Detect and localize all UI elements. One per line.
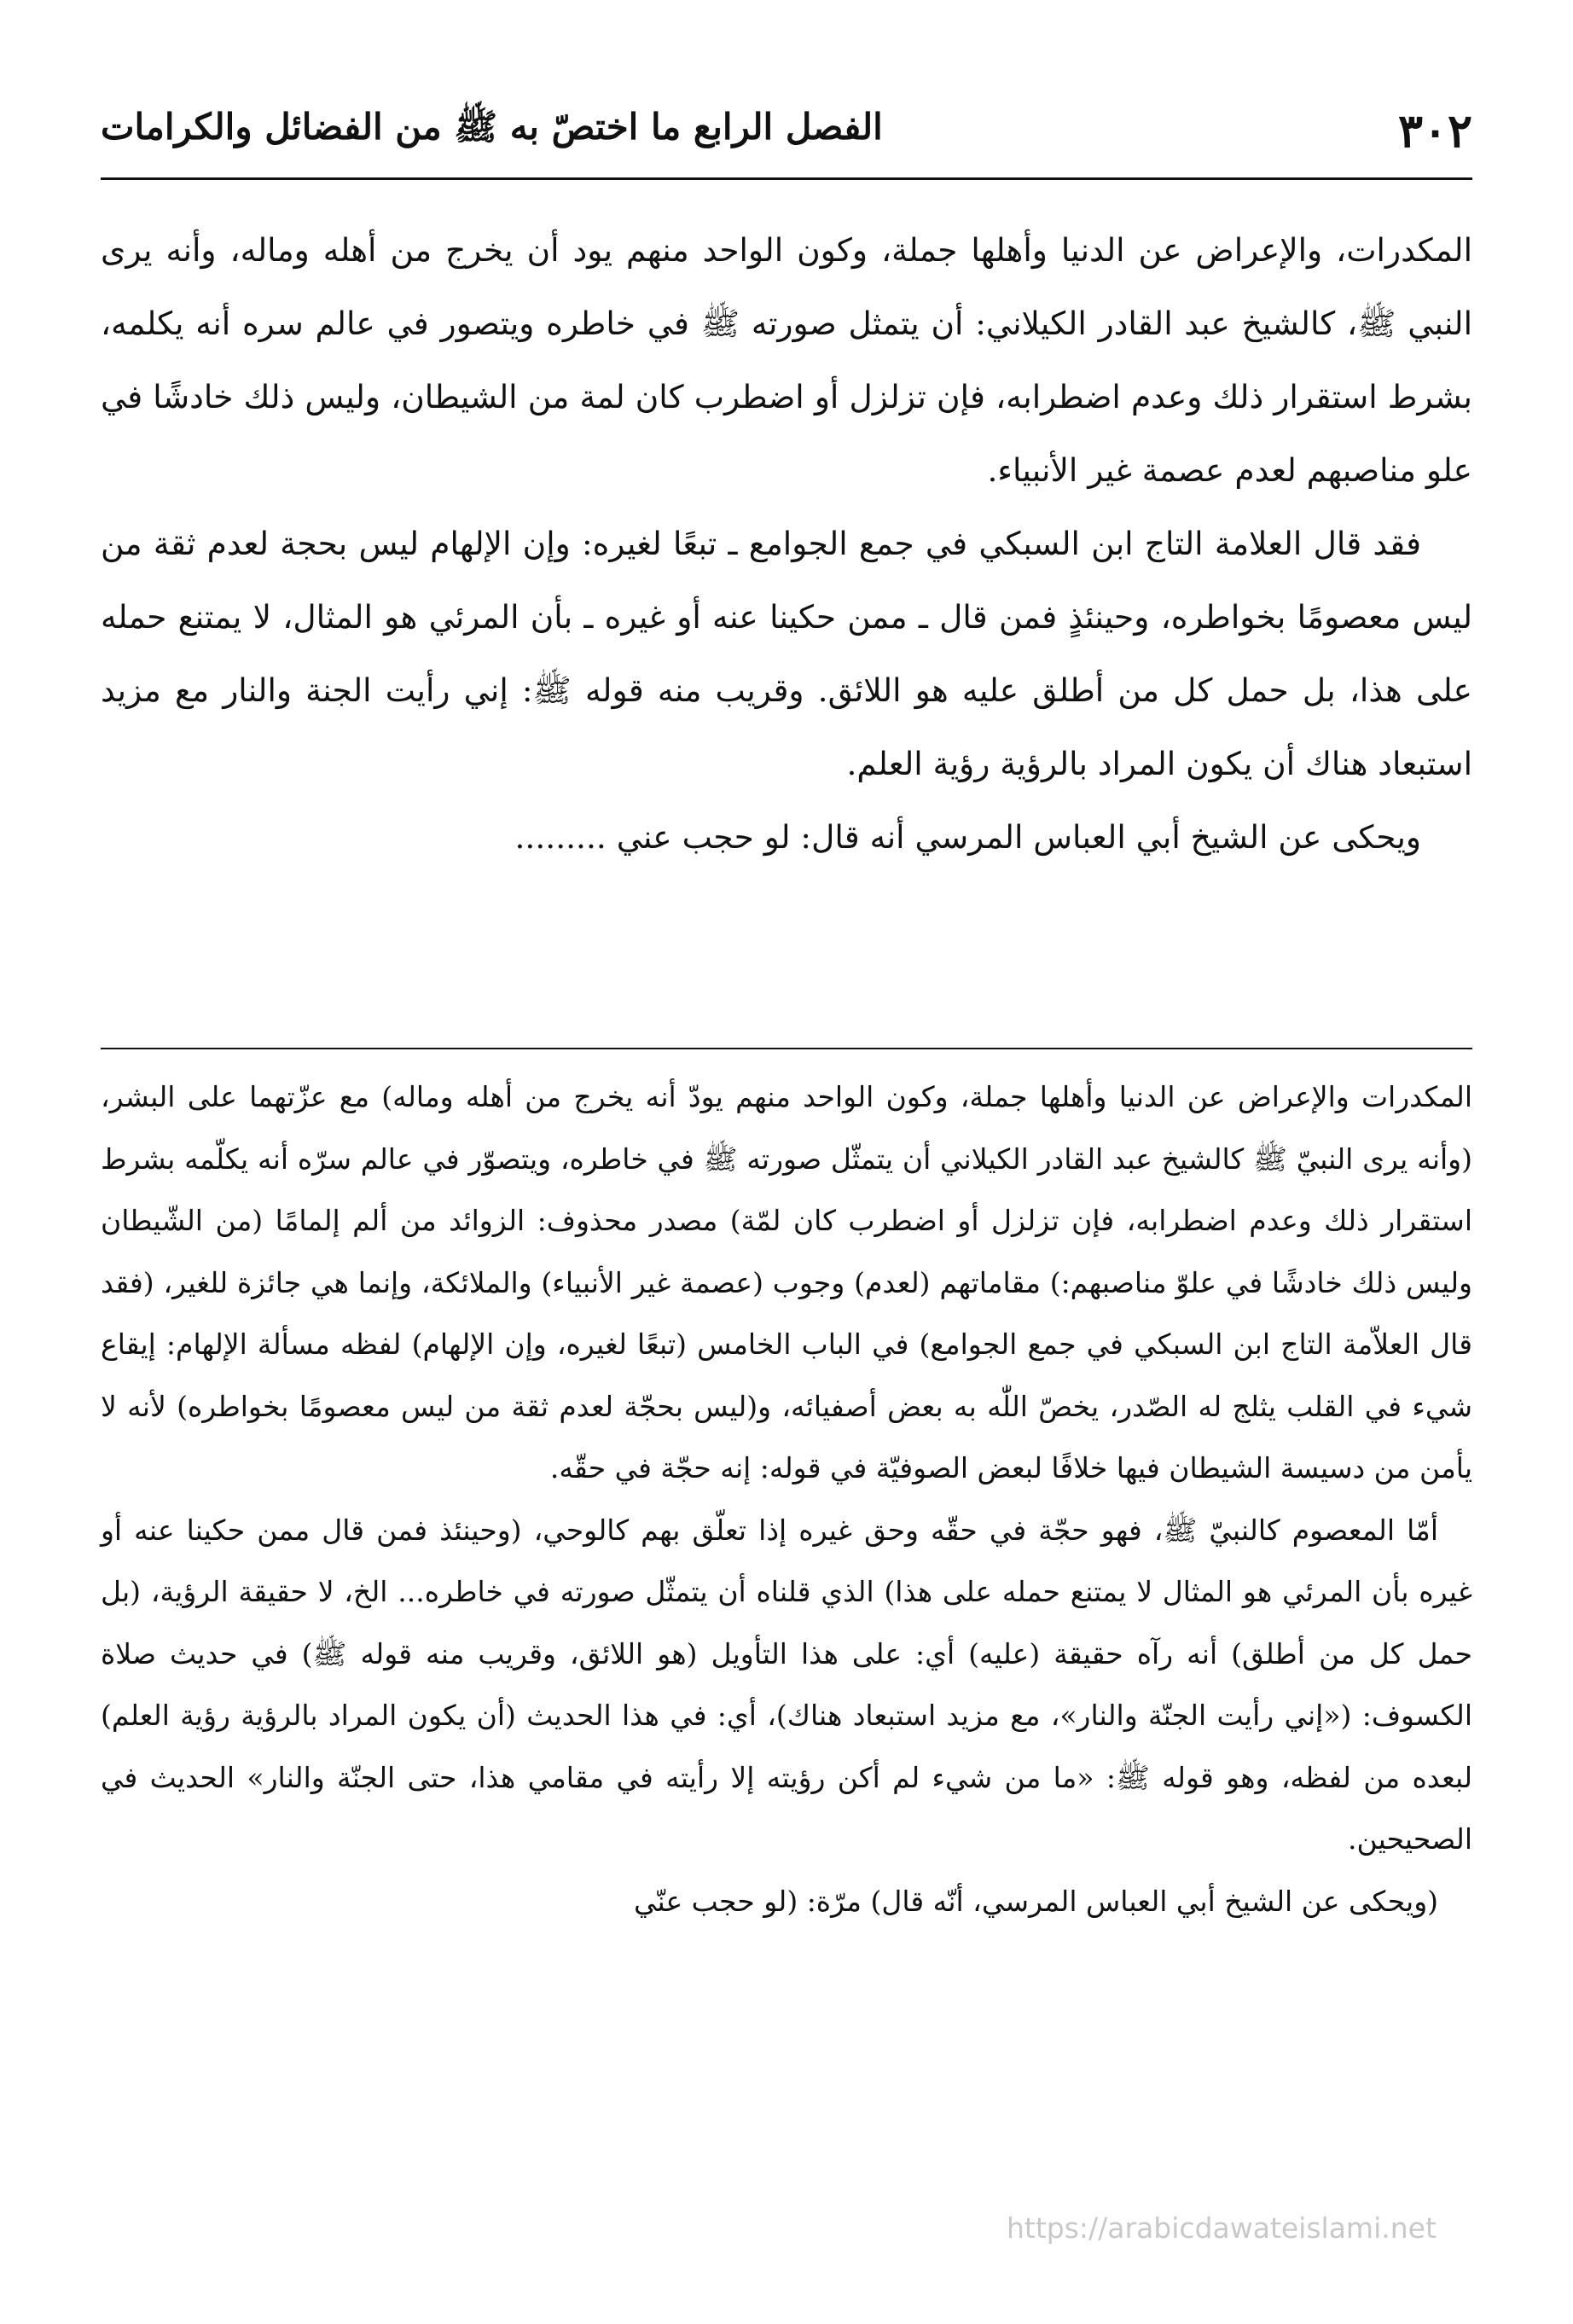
page-header [101, 92, 1472, 169]
main-text-paragraph: ويحكى عن الشيخ أبي العباس المرسي أنه قال: لو حجب عني ......... [514, 818, 1421, 856]
main-text [101, 213, 1472, 874]
running-title: الفصل الرابع ما اختصّ به ﷺ من الفضائل والكرامات [101, 105, 883, 148]
main-text-paragraph: فقد قال العلامة التاج ابن السبكي في جمع الجوامع ـ تبعًا لغيره: وإن الإلهام ليس بحجة لعدم ثقة من ليس معصومًا بخواطره، وحينئذٍ فمن قال ـ ممن حكينا عنه أو غيره ـ بأن المرئي هو المثال، لا يمتنع حمله على هذا، بل حمل كل من أطلق عليه هو اللائق. وقريب منه قوله ﷺ: إني رأيت الجنة والنار مع مزيد استبعاد هناك أن يكون المراد بالرؤية رؤية العلم. [101, 525, 1472, 782]
main-text-paragraph: المكدرات، والإعراض عن الدنيا وأهلها جملة، وكون الواحد منهم يود أن يخرج من أهله وماله، وأنه يرى النبي ﷺ، كالشيخ عبد القادر الكيلاني: أن يتمثل صورته ﷺ في خاطره ويتصور في عالم سره أنه يكلمه، بشرط استقرار ذلك وعدم اضطرابه، فإن تزلزل أو اضطرب كان لمة من الشيطان، وليس ذلك خادشًا في علو مناصبهم لعدم عصمة غير الأنبياء. [101, 231, 1472, 489]
page-number: ٣٠٢ [1397, 103, 1472, 158]
commentary-paragraph: (ويحكى عن الشيخ أبي العباس المرسي، أنّه قال) مرّة: (لو حجب عنّي [633, 1884, 1438, 1918]
header-divider [101, 177, 1472, 180]
watermark-url: https://arabicdawateislami.net [1007, 2211, 1437, 2245]
commentary-paragraph: المكدرات والإعراض عن الدنيا وأهلها جملة، وكون الواحد منهم يودّ أنه يخرج من أهله وماله) مع عزّتهما على البشر، (وأنه يرى النبيّ ﷺ كالشيخ عبد القادر الكيلاني أن يتمثّل صورته ﷺ في خاطره، ويتصوّر في عالم سرّه أنه يكلّمه بشرط استقرار ذلك وعدم اضطرابه، فإن تزلزل أو اضطرب كان لمّة) مصدر محذوف: الزوائد من ألم إلمامًا (من الشّيطان وليس ذلك خادشًا في علوّ مناصبهم:) مقاماتهم (لعدم) وجوب (عصمة غير الأنبياء) والملائكة، وإنما هي جائزة للغير، (فقد قال العلاّمة التاج ابن السبكي في جمع الجوامع) في الباب الخامس (تبعًا لغيره، وإن الإلهام) لفظه مسألة الإلهام: إيقاع شيء في القلب يثلج له الصّدر، يخصّ اللّٰه به بعض أصفيائه، و(ليس بحجّة لعدم ثقة من ليس معصومًا بخواطره) لأنه لا يأمن من دسيسة الشيطان فيها خلافًا لبعض الصوفيّة في قوله: إنه حجّة في حقّه. [101, 1080, 1472, 1484]
commentary-text [101, 1066, 1472, 1932]
commentary-divider [101, 1048, 1472, 1049]
page [101, 0, 1472, 2324]
commentary-paragraph: أمّا المعصوم كالنبيّ ﷺ، فهو حجّة في حقّه وحق غيره إذا تعلّق بهم كالوحي، (وحينئذ فمن قال ممن حكينا عنه أو غيره بأن المرئي هو المثال لا يمتنع حمله على هذا) الذي قلناه أن يتمثّل صورته في خاطره... الخ، لا حقيقة الرؤية، (بل حمل كل من أطلق) أنه رآه حقيقة (عليه) أي: على هذا التأويل (هو اللائق، وقريب منه قوله ﷺ) في حديث صلاة الكسوف: («إني رأيت الجنّة والنار»، مع مزيد استبعاد هناك)، أي: في هذا الحديث (أن يكون المراد بالرؤية رؤية العلم) لبعده من لفظه، وهو قوله ﷺ: «ما من شيء لم أكن رؤيته إلا رأيته في مقامي هذا، حتى الجنّة والنار» الحديث في الصحيحين. [101, 1513, 1472, 1856]
